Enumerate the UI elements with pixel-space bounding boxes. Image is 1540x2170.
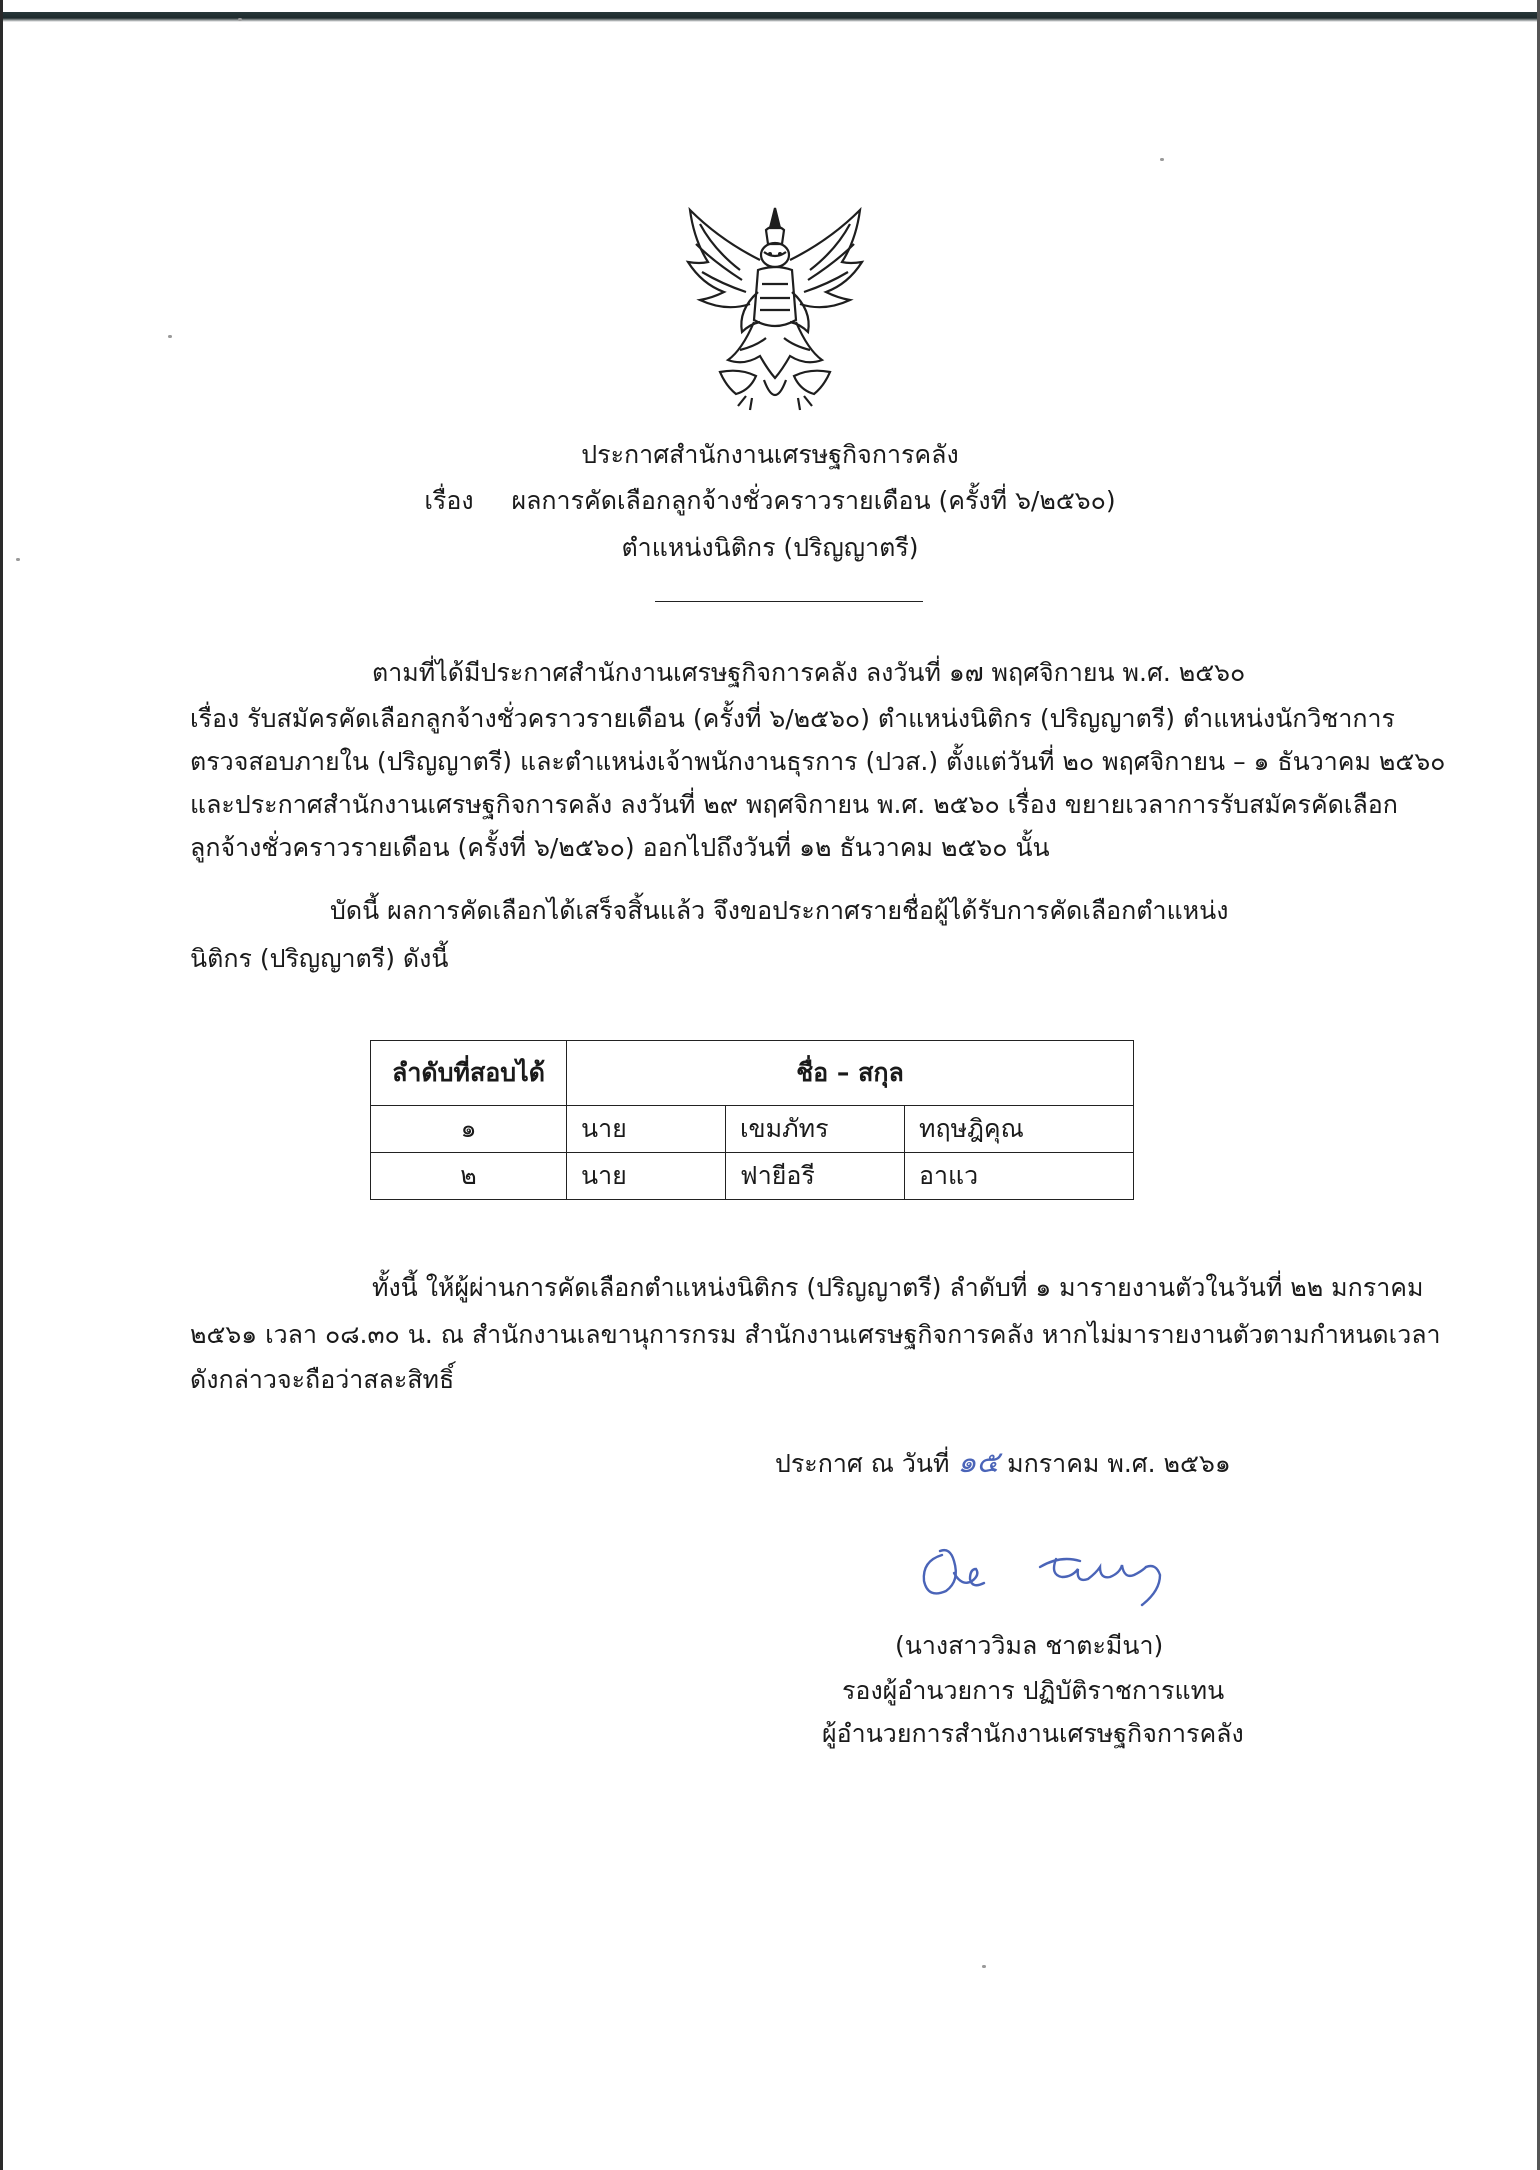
subject-line <box>0 483 1540 519</box>
title-cell: นาย <box>567 1153 726 1200</box>
scan-speck <box>1160 158 1164 161</box>
para1-line: ตามที่ได้มีประกาศสำนักงานเศรษฐกิจการคลัง ลงวันที่ ๑๗ พฤศจิกายน พ.ศ. ๒๕๖๐ <box>372 658 1246 687</box>
scan-speck <box>168 335 172 338</box>
signer-name: (นางสาววิมล ชาตะมีนา) <box>895 1631 1164 1660</box>
title-cell: นาย <box>567 1106 726 1153</box>
announce-suffix: มกราคม พ.ศ. ๒๕๖๑ <box>1007 1449 1231 1478</box>
position-title: ตำแหน่งนิติกร (ปริญญาตรี) <box>621 533 919 562</box>
rank-cell: ๒ <box>371 1153 567 1200</box>
table-header-row <box>371 1041 1134 1106</box>
column-header-rank: ลำดับที่สอบได้ <box>371 1041 567 1106</box>
column-header-name: ชื่อ – สกุล <box>567 1041 1134 1106</box>
para3-line: ทั้งนี้ ให้ผู้ผ่านการคัดเลือกตำแหน่งนิติกร (ปริญญาตรี) ลำดับที่ ๑ มารายงานตัวในวันที่ ๒๒ มกราคม <box>372 1273 1424 1302</box>
para1-line: ตรวจสอบภายใน (ปริญญาตรี) และตำแหน่งเจ้าพนักงานธุรการ (ปวส.) ตั้งแต่วันที่ ๒๐ พฤศจิกายน – ๑ ธันวาคม ๒๕๖๐ <box>190 747 1446 776</box>
scan-speck <box>982 1965 986 1968</box>
header-divider <box>655 601 923 602</box>
para1-line: และประกาศสำนักงานเศรษฐกิจการคลัง ลงวันที่ ๒๙ พฤศจิกายน พ.ศ. ๒๕๖๐ เรื่อง ขยายเวลาการรับสมัครคัดเลือก <box>190 790 1398 819</box>
scan-speck <box>16 558 20 561</box>
para2-line: บัดนี้ ผลการคัดเลือกได้เสร็จสิ้นแล้ว จึงขอประกาศรายชื่อผู้ได้รับการคัดเลือกตำแหน่ง <box>330 896 1229 925</box>
rank-cell: ๑ <box>371 1106 567 1153</box>
announcement-heading: ประกาศสำนักงานเศรษฐกิจการคลัง <box>581 440 959 469</box>
last-name-cell: ทฤษฎิคุณ <box>905 1106 1134 1153</box>
para2-line: นิติกร (ปริญญาตรี) ดังนี้ <box>190 944 449 973</box>
table-row <box>371 1106 1134 1153</box>
signer-organization: ผู้อำนวยการสำนักงานเศรษฐกิจการคลัง <box>822 1719 1244 1748</box>
announce-date <box>775 1445 1231 1482</box>
garuda-emblem-icon <box>680 200 870 415</box>
last-name-cell: อาแว <box>905 1153 1134 1200</box>
announce-prefix: ประกาศ ณ วันที่ <box>775 1449 950 1478</box>
table-row <box>371 1153 1134 1200</box>
results-table <box>370 1040 1134 1200</box>
signer-title: รองผู้อำนวยการ ปฏิบัติราชการแทน <box>842 1676 1225 1705</box>
para1-line: เรื่อง รับสมัครคัดเลือกลูกจ้างชั่วคราวรายเดือน (ครั้งที่ ๖/๒๕๖๐) ตำแหน่งนิติกร (ปริญญาตรี) ตำแหน่งนักวิชาการ <box>190 704 1395 733</box>
para1-line: ลูกจ้างชั่วคราวรายเดือน (ครั้งที่ ๖/๒๕๖๐) ออกไปถึงวันที่ ๑๒ ธันวาคม ๒๕๖๐ นั้น <box>190 833 1050 862</box>
para3-line: ๒๕๖๑ เวลา ๐๘.๓๐ น. ณ สำนักงานเลขานุการกรม สำนักงานเศรษฐกิจการคลัง หากไม่มารายงานตัวตามกำหนดเวลา <box>190 1320 1441 1349</box>
handwritten-signature <box>910 1525 1190 1615</box>
scan-top-edge <box>0 0 1540 22</box>
para3-line: ดังกล่าวจะถือว่าสละสิทธิ์ <box>190 1365 455 1394</box>
scan-left-edge <box>0 0 3 2170</box>
subject-label: เรื่อง <box>424 486 474 515</box>
first-name-cell: ฟายีอรี <box>726 1153 905 1200</box>
subject-text: ผลการคัดเลือกลูกจ้างชั่วคราวรายเดือน (ครั้งที่ ๖/๒๕๖๐) <box>511 486 1116 515</box>
first-name-cell: เขมภัทร <box>726 1106 905 1153</box>
handwritten-day: ๑๕ <box>957 1445 1000 1480</box>
scan-speck <box>238 18 242 21</box>
